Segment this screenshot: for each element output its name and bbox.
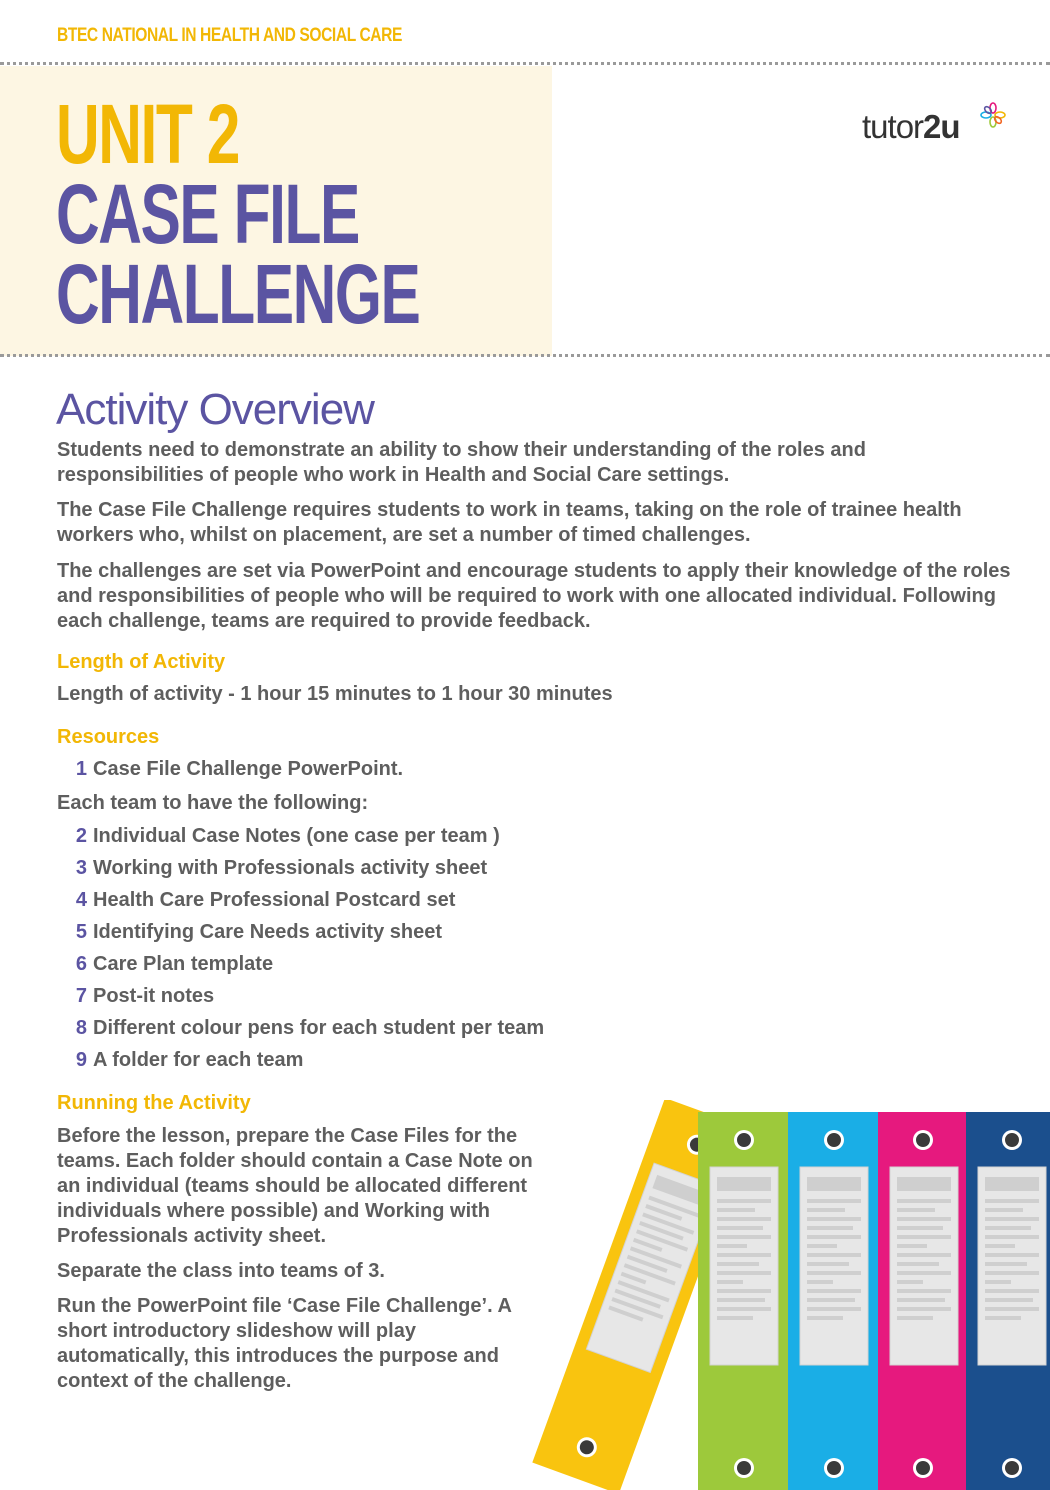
resource-number: 7 xyxy=(75,985,87,1007)
resource-number: 8 xyxy=(75,1017,87,1039)
resources-heading: Resources xyxy=(57,726,160,748)
running-heading: Running the Activity xyxy=(57,1092,251,1114)
resource-label: A folder for each team xyxy=(93,1049,304,1071)
resource-item xyxy=(57,953,273,976)
title-challenge: CHALLENGE xyxy=(56,247,420,341)
resource-number: 3 xyxy=(75,857,87,879)
title-unit: UNIT 2 xyxy=(56,87,239,181)
flower-icon xyxy=(980,102,1006,128)
resource-label: Working with Professionals activity sheet xyxy=(93,857,488,879)
logo-text-2u: 2u xyxy=(923,108,960,145)
resource-number: 9 xyxy=(75,1049,87,1071)
resource-number: 4 xyxy=(75,889,87,911)
resource-label: Care Plan template xyxy=(93,953,274,975)
binders-illustration xyxy=(470,1100,1050,1490)
title-dotted-divider xyxy=(0,354,1050,357)
resource-item xyxy=(57,1017,544,1040)
resource-number: 6 xyxy=(75,953,87,975)
running-paragraph-3: Run the PowerPoint file ‘Case File Challenge’. A short introductory slideshow will play automatically, this introduces the purpose and context of the challenge. xyxy=(57,1295,512,1392)
resource-label: Individual Case Notes (one case per team ) xyxy=(93,825,500,847)
top-dotted-divider xyxy=(0,62,1050,65)
resource-label: Different colour pens for each student per team xyxy=(93,1017,545,1039)
overview-paragraph-2: The Case File Challenge requires students to work in teams, taking on the role of trainee health workers who, whilst on placement, are set a number of timed challenges. xyxy=(57,499,962,546)
title-case-file: CASE FILE xyxy=(56,167,359,261)
overview-paragraph-1: Students need to demonstrate an ability to show their understanding of the roles and responsibilities of people who work in Health and Social Care settings. xyxy=(57,439,866,486)
resource-number: 1 xyxy=(75,758,87,780)
resource-item xyxy=(57,758,403,781)
resource-label: Case File Challenge PowerPoint. xyxy=(93,758,404,780)
resource-item xyxy=(57,889,455,912)
length-heading: Length of Activity xyxy=(57,651,226,673)
resource-number: 5 xyxy=(75,921,87,943)
tutor2u-logo xyxy=(862,108,1012,158)
resource-item xyxy=(57,1049,303,1072)
cyan-binder xyxy=(788,1112,878,1490)
pink-binder xyxy=(878,1112,966,1490)
resource-label: Identifying Care Needs activity sheet xyxy=(93,921,443,943)
overview-paragraph-3: The challenges are set via PowerPoint and encourage students to apply their knowledge of the roles and responsibilities of people who will be required to work with one allocated individual. Following each challenge, teams are required to provide feedback. xyxy=(57,560,1011,632)
series-kicker: BTEC NATIONAL IN HEALTH AND SOCIAL CARE xyxy=(57,25,402,46)
resource-number: 2 xyxy=(75,825,87,847)
resource-label: Post-it notes xyxy=(93,985,215,1007)
resource-item xyxy=(57,985,214,1008)
activity-overview-heading: Activity Overview xyxy=(56,385,374,434)
resource-label: Health Care Professional Postcard set xyxy=(93,889,456,911)
resource-item xyxy=(57,825,500,848)
logo-text-tutor: tutor xyxy=(862,108,924,145)
resource-item xyxy=(57,921,442,944)
length-text: Length of activity - 1 hour 15 minutes to 1 hour 30 minutes xyxy=(57,683,613,705)
green-binder xyxy=(698,1112,788,1490)
running-paragraph-1: Before the lesson, prepare the Case Files for the teams. Each folder should contain a Case Note on an individual (teams should be allocated different individuals where possible) and Working with Professionals activity sheet. xyxy=(57,1125,533,1247)
navy-binder xyxy=(966,1112,1050,1490)
resource-item xyxy=(57,857,487,880)
resources-intro: Each team to have the following: xyxy=(57,792,369,814)
running-paragraph-2: Separate the class into teams of 3. xyxy=(57,1260,385,1282)
